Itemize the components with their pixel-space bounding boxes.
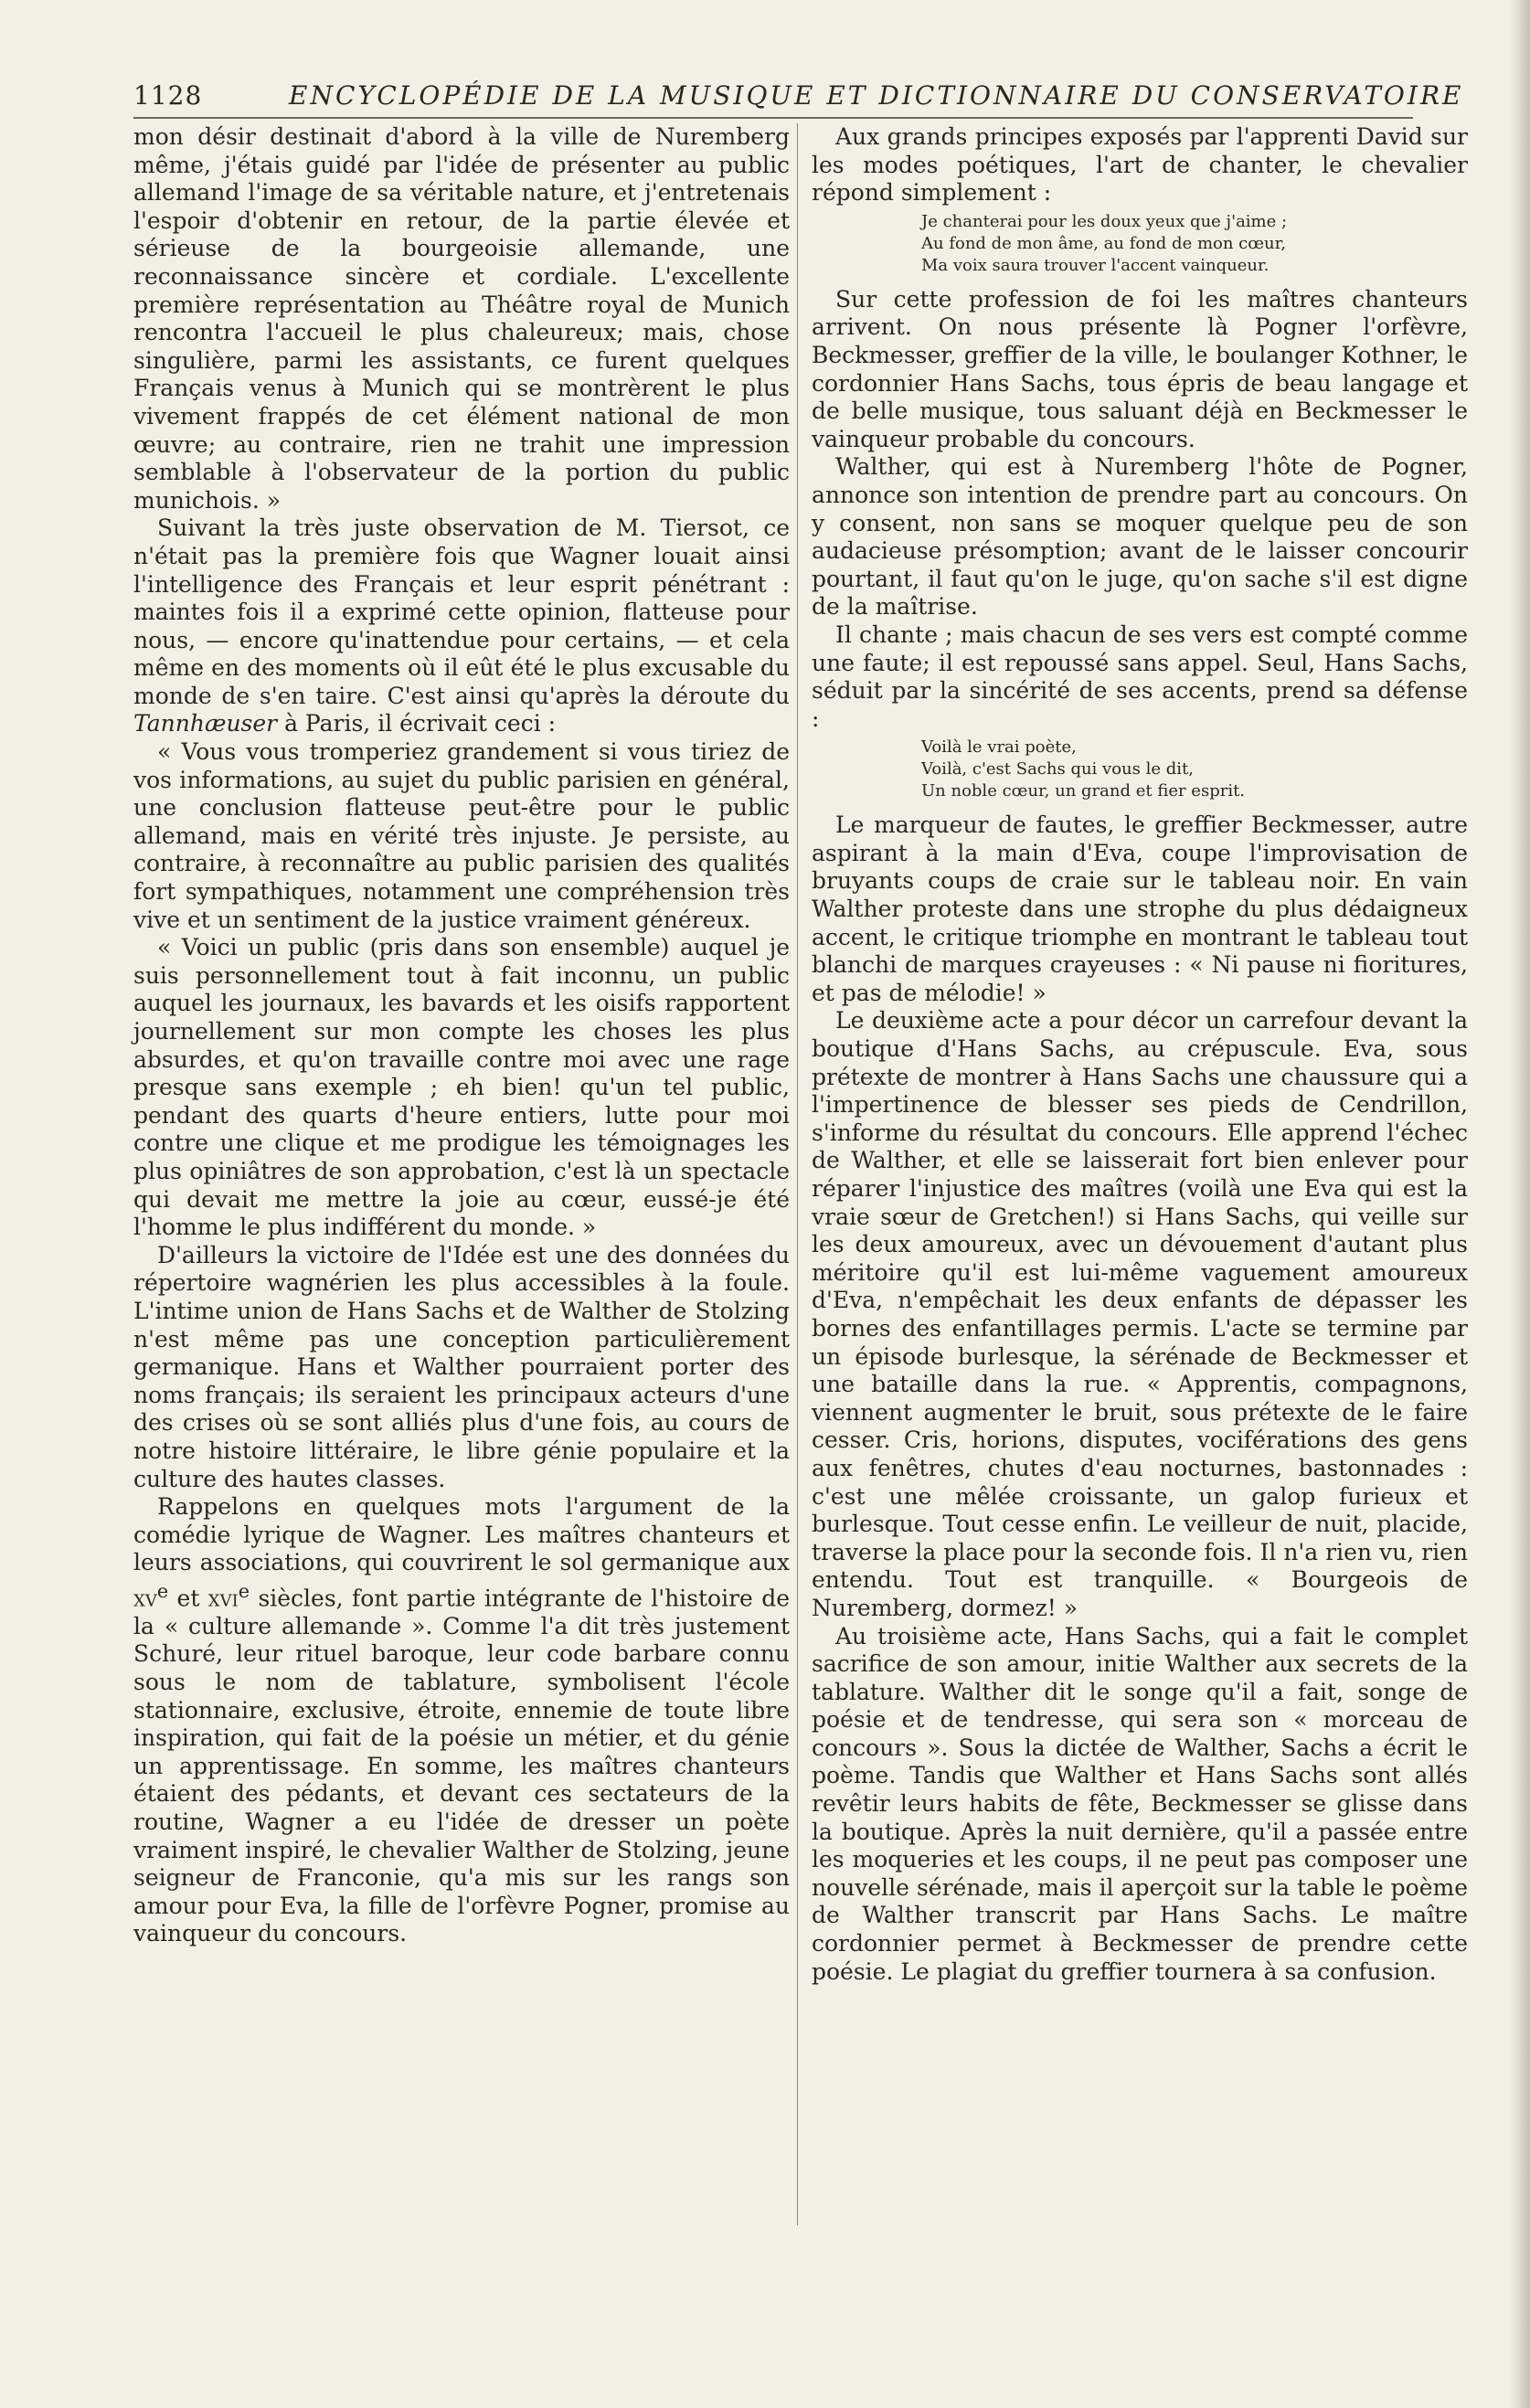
verse-line: Je chanterai pour les doux yeux que j'aime ; (921, 211, 1288, 231)
verse-line: Ma voix saura trouver l'accent vainqueur. (921, 255, 1270, 275)
text-run: à Paris, il écrivait ceci : (284, 710, 557, 737)
paragraph: Walther, qui est à Nuremberg l'hôte de Pogner, annonce son intention de prendre part au concours. On y consent, non sans se moquer quelque peu de son audacieuse présomption; avant de le laisser concourir pourtant, il faut qu'on le juge, qu'on sache s'il est digne de la maîtrise. (812, 453, 1468, 621)
paragraph: D'ailleurs la victoire de l'Idée est une des données du répertoire wagnérien les plus accessibles à la foule. L'intime union de Hans Sachs et de Walther de Stolzing n'est même pas une conception particulièrement germanique. Hans et Walther pourraient porter des noms français; ils seraient les principaux acteurs d'une des crises où se sont alliés plus d'une fois, au cours de notre histoire littéraire, le libre génie populaire et la culture des hautes classes. (133, 1241, 790, 1492)
paragraph: Il chante ; mais chacun de ses vers est compté comme une faute; il est repoussé sans appel. Seul, Hans Sachs, séduit par la sincérité de ses accents, prend sa défense : (812, 621, 1468, 732)
left-column (133, 123, 790, 1948)
paragraph: Le deuxième acte a pour décor un carrefour devant la boutique d'Hans Sachs, au crépuscule. Eva, sous prétexte de montrer à Hans Sachs une chaussure qui a l'impertinence de blesser ses pieds de Cendrillon, s'informe du résultat du concours. Elle apprend l'échec de Walther, et elle se laisserait fort bien enlever pour réparer l'injustice des maîtres (voilà une Eva qui est la vraie sœur de Gretchen!) si Hans Sachs, qui veille sur les deux amoureux, avec un dévouement d'autant plus méritoire qu'il est lui-même vaguement amoureux d'Eva, n'empêchait les deux enfants de dépasser les bornes des enfantillages permis. L'acte se termine par un épisode burlesque, la sérénade de Beckmesser et une bataille dans la rue. « Apprentis, compagnons, viennent augmenter le bruit, sous prétexte de le faire cesser. Cris, horions, disputes, vociférations des gens aux fenêtres, chutes d'eau nocturnes, bastonnades : c'est une mêlée croissante, un galop furieux et burlesque. Tout cesse enfin. Le veilleur de nuit, placide, traverse la place pour la seconde fois. Il n'a rien vu, rien entendu. Tout est tranquille. « Bourgeois de Nuremberg, dormez! » (812, 1007, 1468, 1621)
page-number: 1128 (133, 80, 203, 111)
page-edge-shadow (1510, 0, 1530, 2408)
work-title: Tannhæuser (133, 710, 278, 737)
ordinal-suffix: e (156, 1579, 169, 1602)
ordinal-suffix: e (238, 1579, 250, 1602)
text-run: Rappelons en quelques mots l'argument de la comédie lyrique de Wagner. Les maîtres chanteurs et leurs associations, qui couvrirent le sol germanique aux (133, 1493, 790, 1576)
century-numeral: xvi (207, 1585, 239, 1612)
page-header (133, 77, 1464, 119)
verse-quote (921, 737, 1468, 802)
verse-line: Au fond de mon âme, au fond de mon cœur, (921, 233, 1286, 253)
verse-line: Voilà le vrai poète, (921, 737, 1077, 758)
quote-paragraph: « Voici un public (pris dans son ensemble) auquel je suis personnellement tout à fait inconnu, un public auquel les journaux, les bavards et les oisifs rapportent journellement sur mon compte les choses les plus absurdes, et qu'on travaille contre moi avec une rage presque sans exemple ; eh bien! qu'un tel public, pendant des quarts d'heure entiers, lutte pour moi contre une clique et me prodigue les témoignages les plus opiniâtres de son approbation, c'est là un spectacle qui devait me mettre la joie au cœur, eussé-je été l'homme le plus indifférent du monde. » (133, 934, 790, 1241)
text-run: siècles, font partie intégrante de l'histoire de la « culture allemande ». Comme l'a dit très justement Schuré, leur rituel baroque, leur code barbare connu sous le nom de tablature, symbolisent l'école stationnaire, exclusive, étroite, ennemie de toute libre inspiration, qui fait de la poésie un métier, et du génie un apprentissage. En somme, les maîtres chanteurs étaient des pédants, et devant ces sectateurs de la routine, Wagner a eu l'idée de dresser un poète vraiment inspiré, le chevalier Walther de Stolzing, jeune seigneur de Franconie, qu'a mis sur les rangs son amour pour Eva, la fille de l'orfèvre Pogner, promise au vainqueur du concours. (133, 1585, 791, 1947)
text-run: et (176, 1585, 200, 1612)
paragraph: Au troisième acte, Hans Sachs, qui a fait le complet sacrifice de son amour, initie Walther aux secrets de la tablature. Walther dit le songe qu'il a fait, songe de poésie et de tendresse, qui sera son « morceau de concours ». Sous la dictée de Walther, Sachs a écrit le poème. Tandis que Walther et Hans Sachs sont allés revêtir leurs habits de fête, Beckmesser se glisse dans la boutique. Après la nuit dernière, qu'il a passée entre les moqueries et les coups, il ne peut pas composer une nouvelle sérénade, mais il aperçoit sur la table le poème de Walther transcrit par Hans Sachs. Le maître cordonnier permet à Beckmesser de prendre cette poésie. Le plagiat du greffier tournera à sa confusion. (812, 1622, 1468, 1985)
paragraph: Le marqueur de fautes, le greffier Beckmesser, autre aspirant à la main d'Eva, coupe l'improvisation de bruyants coups de craie sur le tableau noir. En vain Walther proteste dans une strophe du plus dédaigneux accent, le critique triomphe en montrant le tableau tout blanchi de marques crayeuses : « Ni pause ni fioritures, et pas de mélodie! » (812, 812, 1468, 1006)
quote-paragraph: « Vous vous tromperiez grandement si vous tiriez de vos informations, au sujet du public parisien en général, une conclusion flatteuse peut-être pour le public allemand, mais en vérité très injuste. Je persiste, au contraire, à reconnaître au public parisien des qualités fort sympathiques, notamment une compréhension très vive et un sentiment de la justice vraiment généreux. (133, 738, 790, 933)
verse-line: Voilà, c'est Sachs qui vous le dit, (921, 759, 1194, 780)
verse-line: Un noble cœur, un grand et fier esprit. (921, 781, 1246, 801)
text-run: Suivant la très juste observation de M. Tiersot, ce n'était pas la première fois que Wagner louait ainsi l'intelligence des Français et leur esprit pénétrant : maintes fois il a exprimé cette opinion, flatteuse pour nous, — encore qu'inattendue pour certains, — et cela même en des moments où il eût été le plus excusable du monde de s'en taire. C'est ainsi qu'après la déroute du (133, 514, 790, 709)
paragraph: mon désir destinait d'abord à la ville de Nuremberg même, j'étais guidé par l'idée de présenter au public allemand l'image de sa véritable nature, et j'entretenais l'espoir d'obtenir en retour, de la partie élevée et sérieuse de la bourgeoisie allemande, une reconnaissance sincère et cordiale. L'excellente première représentation au Théâtre royal de Munich rencontra l'accueil le plus chaleureux; mais, chose singulière, parmi les assistants, ce furent quelques Français venus à Munich qui se montrèrent le plus vivement frappés de cet élément national de mon œuvre; au contraire, rien ne trahit une impression semblable à l'observateur de la portion du public munichois. » (133, 123, 790, 514)
century-numeral: xv (133, 1585, 157, 1612)
right-column (812, 123, 1468, 1986)
column-divider (797, 123, 798, 2225)
paragraph: Aux grands principes exposés par l'apprenti David sur les modes poétiques, l'art de chanter, le chevalier répond simplement : (812, 123, 1468, 207)
running-title: ENCYCLOPÉDIE DE LA MUSIQUE ET DICTIONNAIRE DU CONSERVATOIRE (289, 80, 1464, 111)
paragraph: Sur cette profession de foi les maîtres chanteurs arrivent. On nous présente là Pogner l'orfèvre, Beckmesser, greffier de la ville, le boulanger Kothner, le cordonnier Hans Sachs, tous épris de beau langage et de belle musique, tous saluant déjà en Beckmesser le vainqueur probable du concours. (812, 285, 1468, 452)
paragraph (133, 514, 790, 738)
paragraph (133, 1493, 790, 1948)
verse-quote (921, 211, 1468, 277)
